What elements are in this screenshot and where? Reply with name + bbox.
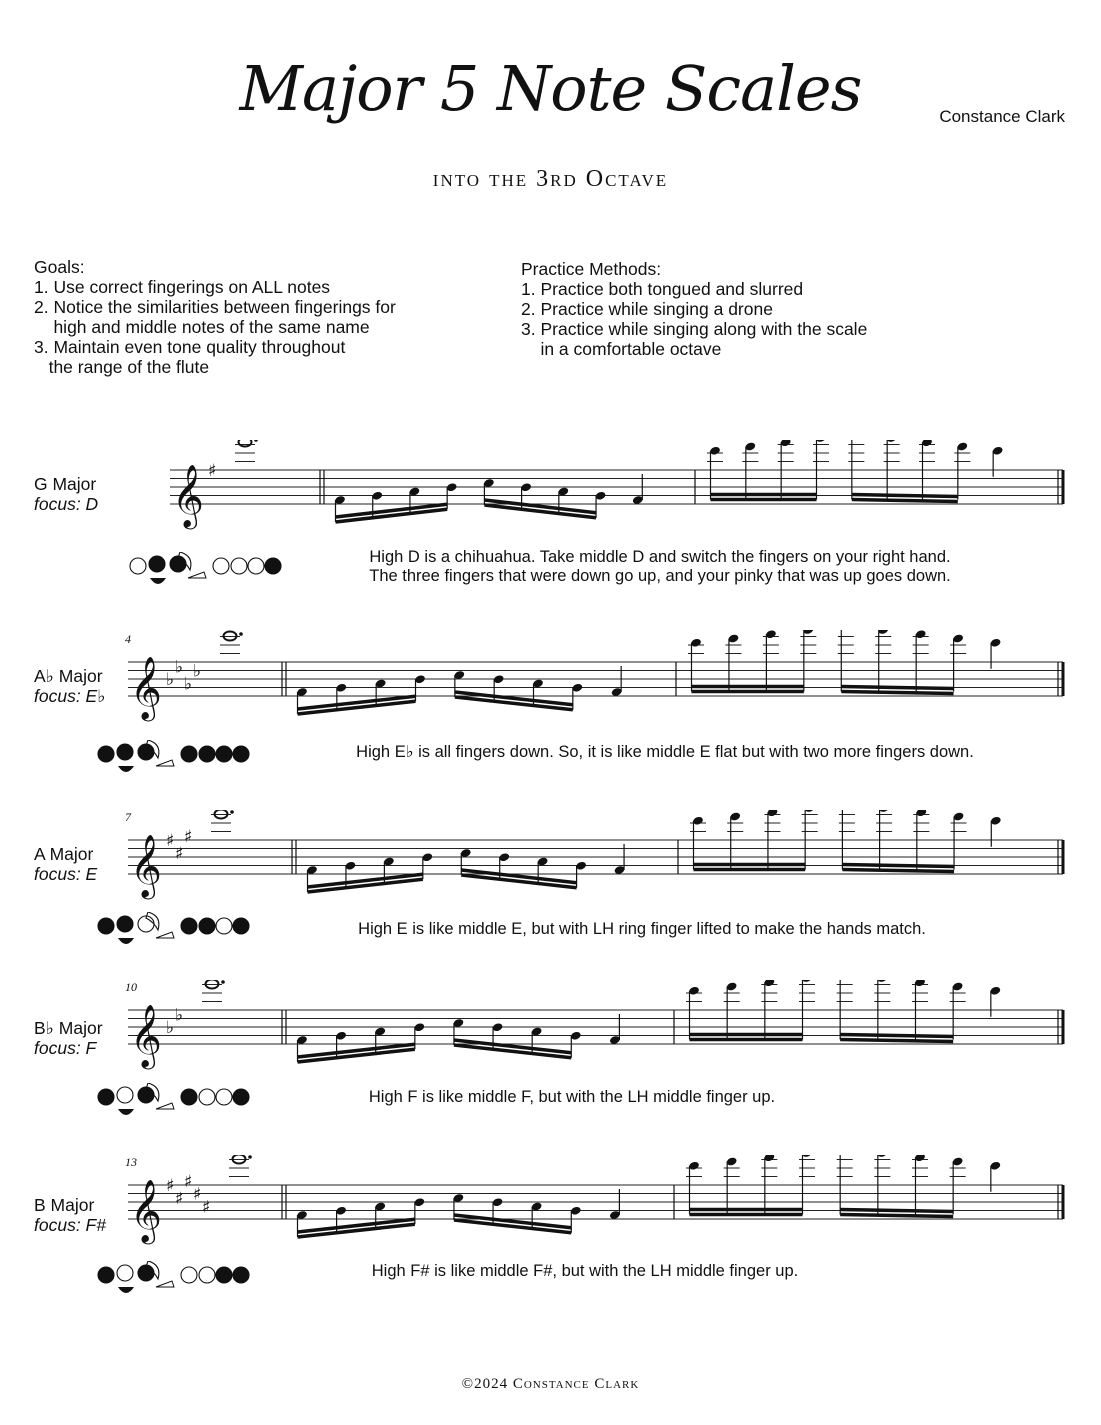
note-beam <box>852 500 958 502</box>
fingering-key <box>98 1267 114 1283</box>
fingering-explanation <box>225 1262 945 1281</box>
sharp-accidental: ♯ <box>166 831 175 851</box>
treble-clef: 𝄞 <box>130 1004 162 1067</box>
scale-focus-note: focus: F <box>34 1038 97 1058</box>
copyright-footer: ©2024 Constance Clark <box>461 1376 640 1392</box>
pinky-key <box>156 1281 174 1287</box>
augmentation-dot <box>239 632 243 636</box>
music-staff <box>0 630 1101 740</box>
fingering-key <box>233 918 249 934</box>
fingering-chart-icon <box>128 552 288 592</box>
flat-accidental: ♭ <box>193 661 202 682</box>
page-subtitle: into the 3rd Octave <box>432 166 669 192</box>
fingering-explanation <box>300 548 1020 586</box>
goals-line: 1. Use correct fingerings on ALL notes <box>34 277 331 297</box>
goals-line: 2. Notice the similarities between fingerings for <box>34 297 396 317</box>
music-staff <box>0 980 1101 1090</box>
scale-key-name: B Major <box>34 1195 95 1215</box>
fingering-chart-icon <box>96 740 256 780</box>
augmentation-dot <box>248 1155 252 1159</box>
scale-focus-note: focus: E <box>34 864 98 884</box>
fingering-key <box>199 1267 215 1283</box>
note-beam <box>842 870 954 872</box>
treble-clef: 𝄞 <box>130 1179 162 1242</box>
fingering-key <box>149 556 165 572</box>
sharp-accidental: ♯ <box>184 826 193 847</box>
fingering-key <box>181 1089 197 1105</box>
goals-block <box>34 257 396 377</box>
fingering-key <box>181 1267 197 1283</box>
scale-key-name: A♭ Major <box>34 666 103 686</box>
fingering-explanation <box>212 1088 932 1107</box>
practice-line: 3. Practice while singing along with the scale <box>521 319 868 339</box>
goals-heading: Goals: <box>34 257 85 277</box>
flat-accidental: ♭ <box>166 1018 175 1038</box>
thumb-key <box>118 1287 134 1293</box>
scale-focus-note: focus: F# <box>34 1215 106 1235</box>
fingering-key <box>231 558 247 574</box>
fingering-key <box>248 558 264 574</box>
pinky-key <box>156 760 174 766</box>
explanation-line: The three fingers that were down go up, and your pinky that was up goes down. <box>369 567 951 585</box>
practice-line: in a comfortable octave <box>521 339 722 359</box>
note-beam <box>841 692 953 694</box>
fingering-key <box>98 746 114 762</box>
note-beam <box>840 1215 953 1217</box>
fingering-chart-icon <box>96 912 256 952</box>
scale-system-a-flat-major <box>0 630 1101 790</box>
scale-key-name: G Major <box>34 474 97 494</box>
scale-focus-note: focus: D <box>34 494 99 514</box>
fingering-explanation <box>305 743 1025 762</box>
note-beam <box>840 1040 953 1042</box>
flat-accidental: ♭ <box>175 657 184 678</box>
fingering-key <box>117 916 133 932</box>
sharp-accidental: ♯ <box>193 1184 202 1205</box>
augmentation-dot <box>254 440 258 442</box>
explanation-line: High E♭ is all fingers down. So, it is like middle E flat but with two more fingers down. <box>356 743 974 761</box>
fingering-key <box>117 1087 133 1103</box>
practice-block <box>521 259 867 359</box>
explanation-line: High D is a chihuahua. Take middle D and switch the fingers on your right hand. <box>369 548 951 566</box>
measure-number: 7 <box>125 810 131 824</box>
measure-number: 4 <box>125 632 131 646</box>
fingering-key <box>265 558 281 574</box>
fingering-key <box>181 746 197 762</box>
treble-clef: 𝄞 <box>130 834 162 897</box>
measure-number: 10 <box>125 980 137 994</box>
sharp-accidental: ♯ <box>166 1176 175 1196</box>
explanation-line: High F# is like middle F#, but with the LH middle finger up. <box>371 1262 799 1280</box>
goals-line: high and middle notes of the same name <box>34 317 370 337</box>
thumb-key <box>150 578 166 584</box>
goals-line: the range of the flute <box>34 357 210 377</box>
sharp-accidental: ♯ <box>202 1197 211 1218</box>
treble-clef: 𝄞 <box>130 656 162 719</box>
music-staff <box>0 1155 1101 1265</box>
explanation-line: High F is like middle F, but with the LH middle finger up. <box>368 1088 776 1106</box>
thumb-key <box>118 938 134 944</box>
fingering-key <box>117 744 133 760</box>
pinky-key <box>156 932 174 938</box>
thumb-key <box>118 766 134 772</box>
flat-accidental: ♭ <box>166 670 175 690</box>
scale-focus-note: focus: E♭ <box>34 686 106 706</box>
page-title: Major 5 Note Scales <box>239 52 862 125</box>
flat-accidental: ♭ <box>175 1005 184 1026</box>
music-staff <box>0 810 1101 920</box>
flat-accidental: ♭ <box>184 674 193 695</box>
pinky-key <box>156 1103 174 1109</box>
sharp-accidental: ♯ <box>175 843 184 864</box>
fingering-key <box>199 918 215 934</box>
note-beam <box>840 1210 953 1212</box>
fingering-key <box>216 746 232 762</box>
fingering-key <box>233 746 249 762</box>
fingering-explanation <box>282 920 1002 939</box>
practice-line: 1. Practice both tongued and slurred <box>521 279 804 299</box>
fingering-key <box>130 558 146 574</box>
sharp-accidental: ♯ <box>175 1188 184 1209</box>
scale-key-name: B♭ Major <box>34 1018 103 1038</box>
scale-system-a-major <box>0 810 1101 970</box>
treble-clef: 𝄞 <box>172 464 204 527</box>
note-beam <box>840 1035 953 1037</box>
sharp-accidental: ♯ <box>208 461 217 481</box>
fingering-key <box>216 918 232 934</box>
practice-line: 2. Practice while singing a drone <box>521 299 773 319</box>
fingering-key <box>199 746 215 762</box>
pinky-key <box>188 572 206 578</box>
note-beam <box>852 495 958 497</box>
fingering-key <box>98 918 114 934</box>
scale-system-b-flat-major <box>0 980 1101 1130</box>
scale-system-g-major <box>0 440 1101 600</box>
fingering-key <box>117 1265 133 1281</box>
thumb-key <box>118 1109 134 1115</box>
note-beam <box>842 865 954 867</box>
measure-number: 13 <box>125 1155 137 1169</box>
explanation-line: High E is like middle E, but with LH ring finger lifted to make the hands match. <box>358 920 926 938</box>
augmentation-dot <box>221 980 225 984</box>
augmentation-dot <box>230 810 234 814</box>
practice-heading: Practice Methods: <box>521 259 662 279</box>
music-staff <box>0 440 1101 550</box>
fingering-key <box>181 918 197 934</box>
scale-key-name: A Major <box>34 844 94 864</box>
author-name: Constance Clark <box>939 107 1065 126</box>
sharp-accidental: ♯ <box>184 1171 193 1192</box>
fingering-key <box>98 1089 114 1105</box>
fingering-key <box>213 558 229 574</box>
goals-line: 3. Maintain even tone quality throughout <box>34 337 346 357</box>
note-beam <box>841 687 953 689</box>
scale-system-b-major <box>0 1155 1101 1305</box>
whole-note <box>239 440 252 447</box>
